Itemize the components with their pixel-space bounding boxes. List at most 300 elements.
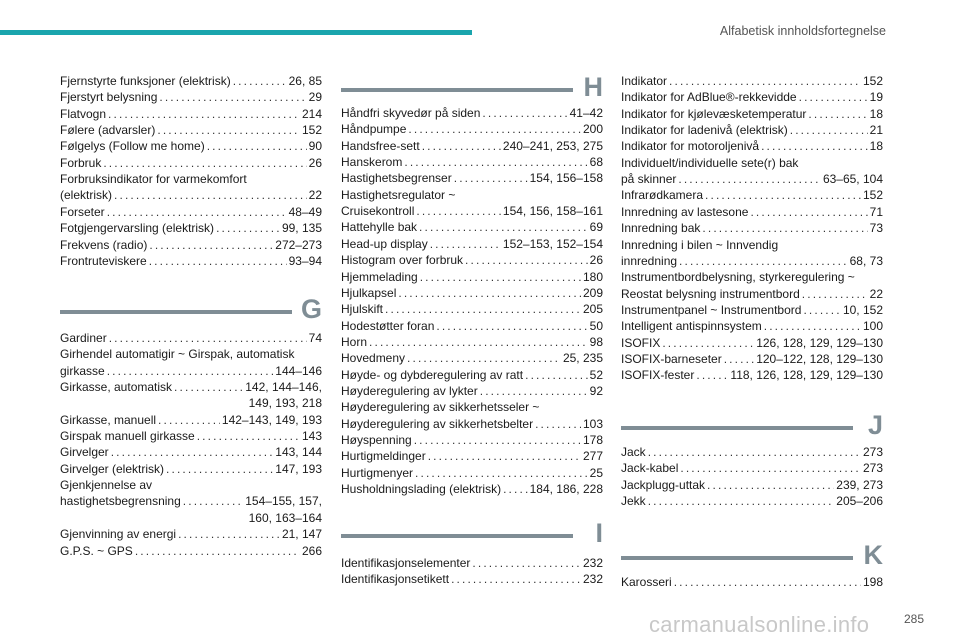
entry-heading: Girhendel automatigir ~ Girspak, automatisk [60,347,295,362]
entry-line [621,302,883,318]
dot-leader [419,219,588,235]
entry-term: Fjerstyrt belysning [60,90,158,105]
entry-term: Reostat belysning instrumentbord [621,286,800,301]
letter-rule [341,88,573,92]
index-entry [341,252,603,268]
entry-line [341,383,603,399]
dot-leader [385,301,581,317]
entry-pages: 143, 144 [275,445,322,460]
dot-leader [159,89,306,105]
dot-leader [149,253,287,269]
entry-line [60,73,322,89]
index-entry [60,412,322,428]
entry-line [341,555,603,571]
dot-leader [408,121,581,137]
letter-rule [60,310,292,314]
entry-pages: 277 [582,449,603,464]
dot-leader [407,350,561,366]
entry-pages: 52 [589,367,603,382]
entry-line [621,171,883,187]
entry-term: Høyderegulering av sikkerhetsbelter [341,416,534,431]
index-entry [621,269,883,302]
index-entry [60,330,322,346]
page-header-title: Alfabetisk innholdsfortegnelse [719,24,886,38]
dot-leader [428,448,581,464]
index-entry [341,154,603,170]
dot-leader [761,138,868,154]
entry-heading: Hastighetsregulator ~ [341,187,456,202]
entry-pages: 26 [308,155,322,170]
entry-pages-continued: 160, 163–164 [248,510,322,525]
entry-term: innredning [621,253,678,268]
dot-leader [472,555,581,571]
entry-pages: 69 [589,220,603,235]
dot-leader [216,220,280,236]
entry-term: Håndpumpe [341,122,407,137]
entry-pages: 10, 152 [842,302,883,317]
dot-leader [197,428,300,444]
index-entry [341,481,603,497]
dot-leader [764,318,861,334]
index-entry [621,493,883,509]
dot-leader [724,351,754,367]
entry-line [60,461,322,477]
dot-leader [662,335,754,351]
index-entry [341,121,603,137]
entry-line [621,220,883,236]
letter-header-j [621,410,883,444]
entry-term: Innredning bak [621,221,701,236]
entry-line [341,481,603,497]
entry-line [621,138,883,154]
entry-line [341,105,603,121]
index-entry [60,237,322,253]
entry-pages: 103 [582,416,603,431]
entry-pages: 154, 156–158 [529,171,603,186]
entry-pages: 25, 235 [562,351,603,366]
dot-leader [705,187,861,203]
letter-header-k [621,540,883,574]
entry-line [60,526,322,542]
index-entry [341,219,603,235]
entry-line [621,574,883,590]
index-entry [60,220,322,236]
dot-leader [808,106,867,122]
dot-leader [503,481,528,497]
index-entry [341,138,603,154]
entry-line [60,543,322,559]
entry-pages: 19 [869,90,883,105]
index-entry [341,334,603,350]
index-entry [621,335,883,351]
entry-heading: Individuelt/individuelle sete(r) bak [621,155,799,170]
dot-leader [430,236,501,252]
entry-pages: 154, 156, 158–161 [502,204,603,219]
index-entry [621,122,883,138]
entry-term: Indikator for motoroljenivå [621,139,760,154]
entry-pages: 240–241, 253, 275 [502,138,603,153]
dot-leader [174,379,243,395]
letter-g: G [300,294,322,324]
dot-leader [158,412,220,428]
dot-leader [109,330,307,346]
dot-leader [414,432,581,448]
dot-leader [465,252,588,268]
entry-term: Hjulskift [341,302,384,317]
entry-term: Karosseri [621,575,672,589]
entry-pages: 48–49 [288,204,322,219]
entry-term: Girspak manuell girkasse [60,429,195,444]
dot-leader [114,187,307,203]
entry-term: Identifikasjonselementer [341,556,471,570]
entry-heading: Gjenkjennelse av [60,478,153,493]
dot-leader [702,220,867,236]
entry-pages: 178 [582,433,603,447]
entry-pages: 93–94 [288,253,322,268]
entry-line [60,237,322,253]
index-entry [621,187,883,203]
entry-heading: Forbruksindikator for varmekomfort [60,172,247,187]
entry-line [621,204,883,220]
entry-line [341,416,603,432]
index-entry [60,346,322,379]
entry-pages: 21 [869,123,883,138]
letter-header-g [60,294,322,328]
entry-line [60,187,322,203]
entry-term: Høyde- og dybderegulering av ratt [341,367,524,382]
entry-pages: 184, 186, 228 [529,482,603,497]
entry-pages: 272–273 [275,237,322,252]
dot-leader [415,465,588,481]
dot-leader [178,526,280,542]
entry-term: Høyspenning [341,433,412,447]
entry-pages: 142, 144–146, [245,380,322,395]
entry-line [341,301,603,317]
entry-line [621,318,883,334]
entry-line [60,412,322,428]
letter-k: K [863,540,883,570]
entry-term: girkasse [60,363,105,378]
index-entry [621,204,883,220]
entry-line [60,89,322,105]
dot-leader [790,122,868,138]
index-entry [60,428,322,444]
entry-line [60,220,322,236]
dot-leader [369,334,588,350]
entry-pages-continued: 149, 193, 218 [248,396,322,411]
entry-pages: 18 [869,106,883,121]
index-entry [621,477,883,493]
index-entry [60,444,322,460]
entry-pages: 232 [582,556,603,570]
letter-h: H [583,72,603,102]
entry-line [341,465,603,481]
dot-leader [233,73,287,89]
dot-leader [648,444,861,460]
entry-term: hastighetsbegrensning [60,494,181,509]
entry-line [341,252,603,268]
entry-pages: 180 [582,269,603,284]
entry-term: Hodestøtter foran [341,318,435,333]
entry-pages: 144–146 [275,363,322,378]
entry-line [341,236,603,252]
dot-leader [166,461,273,477]
entry-pages: 68 [589,155,603,170]
index-entry [341,105,603,121]
entry-line [60,253,322,269]
entry-line [341,203,603,219]
dot-leader [111,444,274,460]
entry-pages: 68, 73 [849,253,883,268]
entry-line [60,428,322,444]
entry-term: Frekvens (radio) [60,237,148,252]
entry-term: på skinner [621,172,677,187]
entry-term: (elektrisk) [60,188,113,203]
dot-leader [535,416,581,432]
entry-term: Hanskerom [341,155,403,170]
index-entry [60,138,322,154]
entry-pages: 200 [582,122,603,137]
entry-line [341,448,603,464]
dot-leader [750,204,867,220]
dot-leader [454,170,528,186]
entry-pages: 152 [862,188,883,203]
entry-line [60,155,322,171]
entry-term: Husholdningslading (elektrisk) [341,482,502,497]
entry-term: Håndfri skyvedør på siden [341,106,481,120]
index-entry [60,204,322,220]
dot-leader [802,286,868,302]
dot-leader [108,106,300,122]
entry-term: Instrumentpanel ~ Instrumentbord [621,302,802,317]
index-entry [621,351,883,367]
entry-term: Indikator for AdBlue®-rekkevidde [621,90,797,105]
dot-leader [480,383,588,399]
entry-term: Følgelys (Follow me home) [60,139,205,154]
entry-pages: 98 [589,334,603,349]
entry-pages: 26, 85 [288,74,322,88]
entry-term: Girvelger [60,445,109,460]
entry-term: Hovedmeny [341,351,406,366]
index-entry [60,461,322,477]
entry-term: Flatvogn [60,106,107,121]
entry-line [621,89,883,105]
entry-line [60,122,322,138]
entry-pages: 152 [862,74,883,88]
dot-leader [107,363,274,379]
entry-line [60,379,322,395]
entry-term: ISOFIX [621,335,661,350]
entry-pages: 29 [308,90,322,105]
entry-term: Indikator for kjølevæsketemperatur [621,106,807,121]
entry-term: Jekk [621,494,646,509]
entry-line [341,318,603,334]
entry-pages: 63–65, 104 [822,172,883,187]
index-entry [341,301,603,317]
entry-line [341,571,603,587]
entry-term: Identifikasjonsetikett [341,572,450,587]
dot-leader [482,105,567,121]
index-entry [621,318,883,334]
index-entry [60,171,322,204]
entry-line [341,138,603,154]
dot-leader [135,543,300,559]
dot-leader [416,203,501,219]
dot-leader [422,138,501,154]
index-entry [621,89,883,105]
entry-term: Høyderegulering av lykter [341,383,478,398]
entry-term: Jack-kabel [621,461,679,476]
entry-pages: 239, 273 [836,477,883,492]
dot-leader [696,367,728,383]
entry-term: Head-up display [341,236,428,251]
entry-term: Hjulkapsel [341,285,397,300]
entry-pages: 41–42 [569,106,603,120]
letter-header-i [341,518,603,552]
watermark: carmanualsonline.info [649,612,870,637]
entry-term: Intelligent antispinnsystem [621,319,762,334]
letter-j: J [867,410,883,440]
index-entry [341,555,603,571]
entry-pages: 22 [308,188,322,203]
entry-term: Girvelger (elektrisk) [60,461,165,476]
entry-line [621,106,883,122]
entry-term: Jack [621,445,646,459]
entry-term: Girkasse, manuell [60,412,157,427]
entry-pages: 154–155, 157, [245,494,322,509]
entry-line [621,73,883,89]
entry-line [621,367,883,383]
entry-line [621,477,883,493]
entry-term: ISOFIX-fester [621,368,695,383]
index-entry [341,350,603,366]
entry-term: Frontruteviskere [60,253,147,268]
entry-line [621,335,883,351]
entry-pages: 118, 126, 128, 129, 129–130 [730,368,883,383]
entry-pages: 22 [869,286,883,301]
dot-leader [103,155,306,171]
dot-leader [404,154,587,170]
index-entry [341,236,603,252]
page-number: 285 [903,612,924,626]
dot-leader [107,204,287,220]
entry-line [60,204,322,220]
entry-heading: Høyderegulering av sikkerhetsseler ~ [341,400,540,415]
entry-line [341,285,603,301]
entry-term: Infrarødkamera [621,188,704,203]
entry-line [60,493,322,509]
entry-line [621,444,883,460]
index-entry [341,269,603,285]
index-entry [341,571,603,587]
entry-term: Innredning av lastesone [621,204,749,219]
entry-pages: 126, 128, 129, 129–130 [756,335,883,350]
dot-leader [680,460,861,476]
entry-line [60,444,322,460]
letter-i: I [595,518,603,548]
entry-term: Girkasse, automatisk [60,380,173,395]
dot-leader [803,302,841,318]
entry-term: Følere (advarsler) [60,123,156,138]
dot-leader [398,285,581,301]
entry-line [621,351,883,367]
letter-header-h [341,72,603,106]
index-entry [621,574,883,590]
index-entry [341,318,603,334]
index-entry [60,526,322,542]
entry-line [341,154,603,170]
entry-pages: 99, 135 [281,221,322,236]
dot-leader [183,493,243,509]
entry-line [621,253,883,269]
letter-rule [621,426,853,430]
entry-pages: 273 [862,445,883,459]
dot-leader [436,318,587,334]
index-entry [60,543,322,559]
dot-leader [525,367,588,383]
entry-pages: 205 [582,302,603,317]
entry-pages: 147, 193 [275,461,322,476]
entry-pages: 152 [301,123,322,138]
entry-line [341,121,603,137]
entry-pages: 205–206 [836,494,883,509]
entry-term: Forbruk [60,155,102,170]
entry-line [60,138,322,154]
entry-line [621,460,883,476]
entry-pages: 198 [862,575,883,589]
entry-term: Hastighetsbegrenser [341,171,452,186]
index-entry [621,155,883,188]
entry-pages: 152–153, 152–154 [502,236,603,251]
dot-leader [420,269,581,285]
index-entry [60,477,322,526]
entry-line [621,286,883,302]
entry-line [341,350,603,366]
entry-line [621,187,883,203]
entry-pages: 143 [301,429,322,444]
index-entry [621,460,883,476]
index-entry [341,367,603,383]
entry-line [341,170,603,186]
index-entry [621,237,883,270]
entry-term: Fotgjengervarsling (elektrisk) [60,221,215,236]
dot-leader [648,493,835,509]
entry-line [341,219,603,235]
index-entry [621,73,883,89]
entry-term: G.P.S. ~ GPS [60,543,133,558]
entry-term: Gardiner [60,331,107,345]
entry-pages: 74 [308,331,322,345]
index-entry [621,220,883,236]
entry-term: Gjenvinning av energi [60,527,177,542]
index-entry [621,302,883,318]
entry-term: Fjernstyrte funksjoner (elektrisk) [60,74,231,88]
entry-pages: 92 [589,383,603,398]
entry-term: Hjemmelading [341,269,418,284]
dot-leader [207,138,307,154]
dot-leader [679,253,848,269]
entry-pages: 214 [301,106,322,121]
dot-leader [799,89,868,105]
dot-leader [451,571,581,587]
index-entry [621,106,883,122]
entry-term: Indikator for ladenivå (elektrisk) [621,123,788,138]
entry-line [60,106,322,122]
entry-term: Cruisekontroll [341,204,415,219]
entry-pages: 273 [862,461,883,476]
index-entry [341,170,603,186]
index-entry [341,465,603,481]
